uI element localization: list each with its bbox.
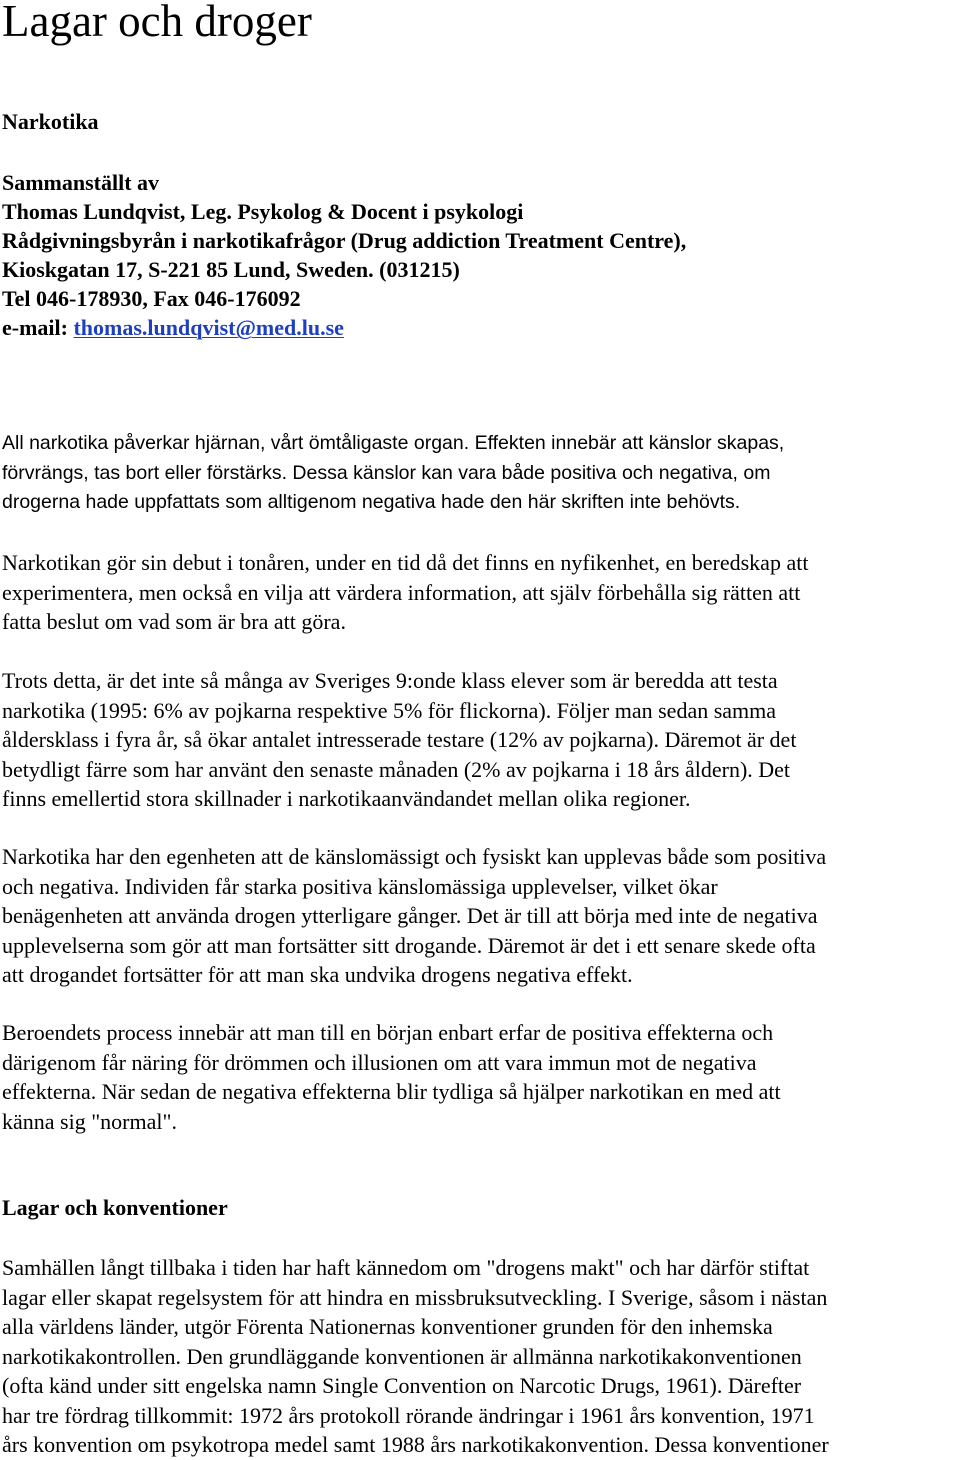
paragraph-line: lagar eller skapat regelsystem för att hindra en missbruksutveckling. I Sverige, såsom i nästan (2, 1284, 828, 1310)
paragraph-line: narkotika (1995: 6% av pojkarna respektive 5% för flickorna). Följer man sedan samma (2, 697, 777, 723)
email-label: e-mail: (2, 315, 74, 340)
compiled-by-line: Sammanställt av (2, 170, 160, 195)
paragraph-line: åldersklass i fyra år, så ökar antalet intresserade testare (12% av pojkarna). Däremot är det (2, 727, 797, 752)
paragraph-2 (2, 548, 960, 637)
section-heading-lagar: Lagar och konventioner (2, 1195, 228, 1220)
paragraph-line: därigenom får näring för drömmen och illusionen om att vara immun mot de negativa (2, 1049, 757, 1075)
paragraph-line: benägenheten att använda drogen ytterligare gånger. Det är till att börja med inte de negativa (2, 903, 818, 928)
paragraph-3 (2, 666, 960, 814)
paragraph-line: Samhällen långt tillbaka i tiden har haft kännedom om "drogens makt" och har därför stiftat (2, 1255, 810, 1280)
paragraph-line: fatta beslut om vad som är bra att göra. (2, 609, 346, 634)
paragraph-line: Trots detta, är det inte så många av Sveriges 9:onde klass elever som är beredda att testa (2, 668, 778, 693)
organization-line: Rådgivningsbyrån i narkotikafrågor (Drug addiction Treatment Centre), (2, 228, 687, 253)
paragraph-line: finns emellertid stora skillnader i narkotikaanvändandet mellan olika regioner. (2, 786, 691, 811)
email-link[interactable]: thomas.lundqvist@med.lu.se (73, 315, 344, 340)
email-line (2, 313, 686, 342)
paragraph-line: drogerna hade uppfattats som alltigenom negativa hade den här skriften inte behövts. (2, 491, 741, 513)
phone-fax-line: Tel 046-178930, Fax 046-176092 (2, 286, 301, 311)
paragraph-line: alla världens länder, utgör Förenta Nationernas konventioner grunden för den inhemska (2, 1314, 773, 1339)
paragraph-line: Narkotika har den egenheten att de känslomässigt och fysiskt kan upplevas både som positiva (2, 844, 827, 869)
paragraph-line: upplevelserna som gör att man fortsätter sitt drogande. Däremot är det i ett senare skede ofta (2, 932, 816, 958)
paragraph-line: och negativa. Individen får starka positiva känslomässiga upplevelser, vilket ökar (2, 873, 718, 899)
paragraph-line: känna sig "normal". (2, 1108, 177, 1134)
section-heading-narkotika: Narkotika (2, 109, 99, 134)
paragraph-line: Beroendets process innebär att man till en början enbart erfar de positiva effekterna och (2, 1020, 774, 1045)
paragraph-line: har tre fördrag tillkommit: 1972 års protokoll rörande ändringar i 1961 års konvention, 1971 (2, 1402, 815, 1428)
paragraph-line: betydligt färre som har använt den senaste månaden (2% av pojkarna i 18 års åldern). Det (2, 756, 791, 782)
paragraph-line: att drogandet fortsätter för att man ska undvika drogens negativa effekt. (2, 962, 633, 987)
paragraph-line: All narkotika påverkar hjärnan, vårt ömtåligaste organ. Effekten innebär att känslor skapas, (2, 432, 785, 454)
paragraph-line: effekterna. När sedan de negativa effekterna blir tydliga så hjälper narkotikan en med att (2, 1079, 781, 1104)
author-block (2, 168, 686, 342)
address-line: Kioskgatan 17, S-221 85 Lund, Sweden. (031215) (2, 257, 460, 282)
paragraph-1 (2, 429, 960, 518)
paragraph-line: experimentera, men också en vilja att värdera information, att själv förbehålla sig rätten att (2, 579, 801, 605)
paragraph-6 (2, 1253, 960, 1460)
paragraph-4 (2, 842, 960, 990)
paragraph-line: års konvention om psykotropa medel samt 1988 års narkotikakonvention. Dessa konventioner (2, 1432, 829, 1457)
paragraph-line: (ofta känd under sitt engelska namn Single Convention on Narcotic Drugs, 1961). Därefter (2, 1373, 802, 1398)
paragraph-line: Narkotikan gör sin debut i tonåren, under en tid då det finns en nyfikenhet, en beredskap att (2, 550, 809, 575)
paragraph-5 (2, 1018, 960, 1136)
page-title: Lagar och droger (2, 0, 312, 46)
paragraph-line: narkotikakontrollen. Den grundläggande konventionen är allmänna narkotikakonventionen (2, 1343, 802, 1369)
paragraph-line: förvrängs, tas bort eller förstärks. Dessa känslor kan vara både positiva och negativa, om (2, 461, 771, 484)
author-line: Thomas Lundqvist, Leg. Psykolog & Docent i psykologi (2, 199, 524, 224)
